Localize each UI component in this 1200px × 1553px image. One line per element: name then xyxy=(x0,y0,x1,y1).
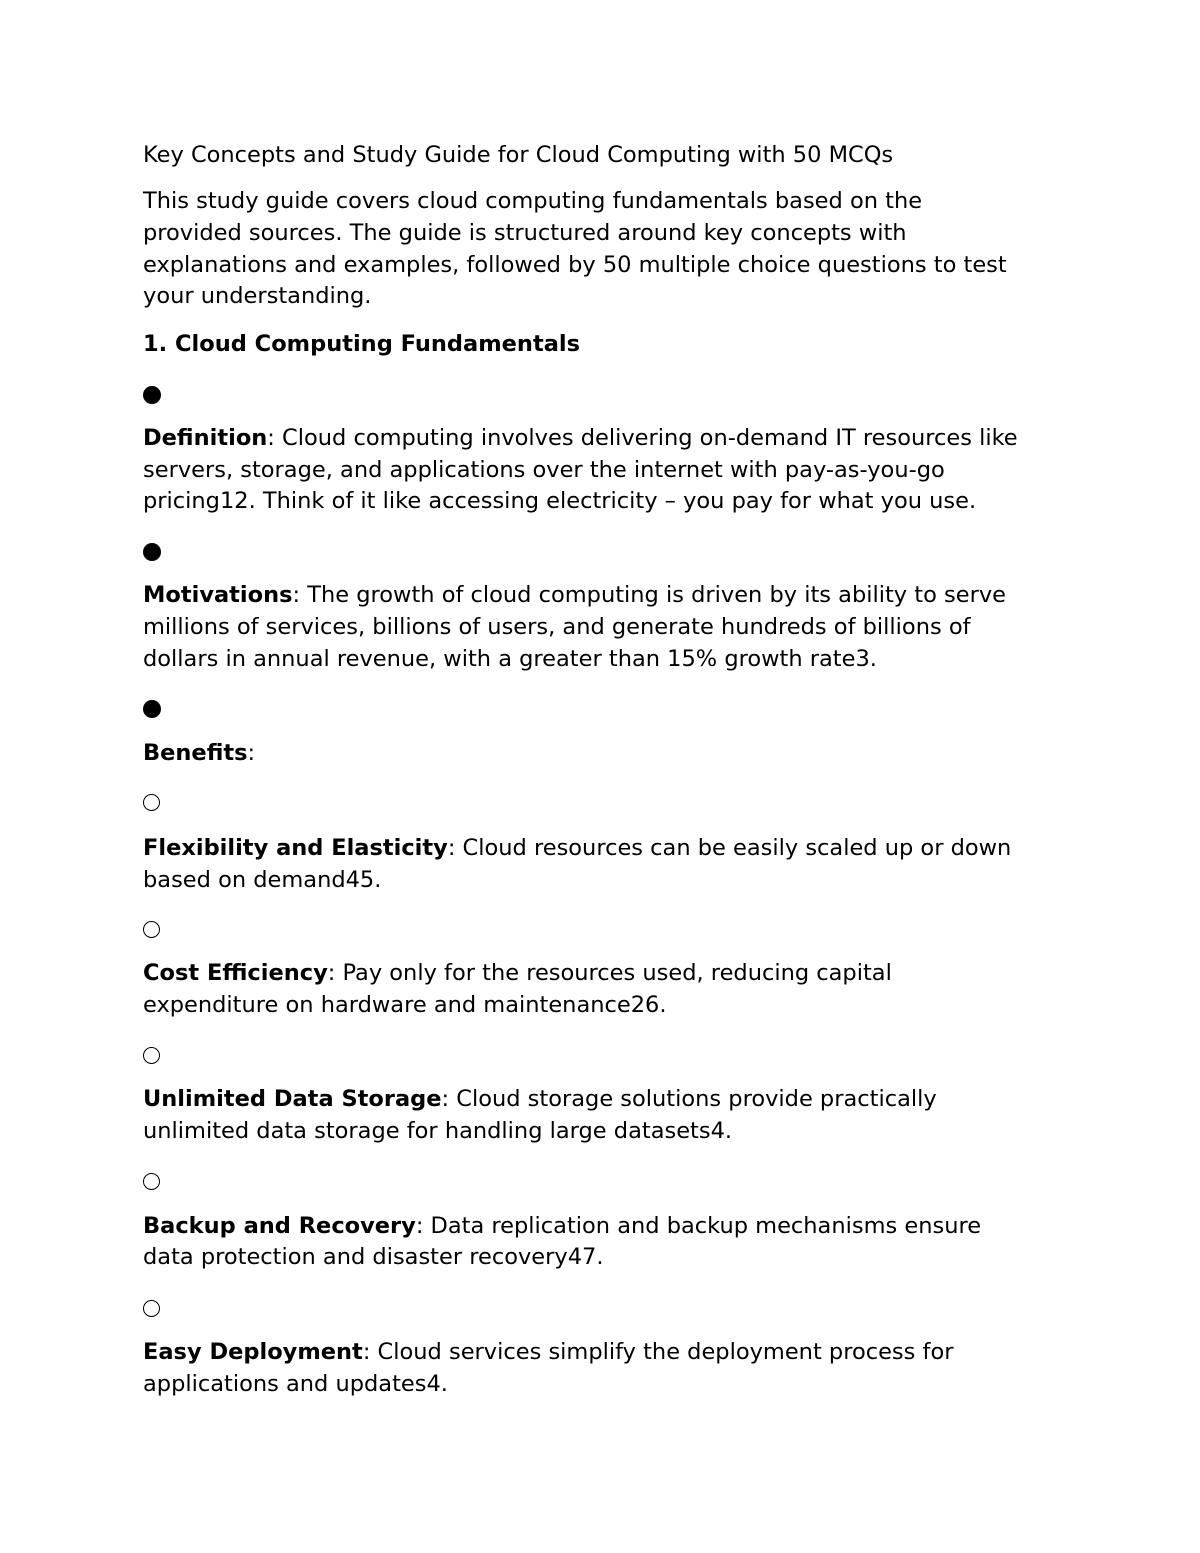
definition-term: Definition xyxy=(143,425,268,451)
filled-bullet-icon xyxy=(143,386,161,404)
intro-line: This study guide covers cloud computing fundamentals based on the xyxy=(143,188,923,214)
benefit-text: : Cloud storage solutions provide practically xyxy=(441,1086,937,1112)
benefit-term: Easy Deployment xyxy=(143,1339,363,1365)
benefit-line: data protection and disaster recovery47. xyxy=(143,1244,604,1270)
benefit-line: expenditure on hardware and maintenance26. xyxy=(143,992,667,1018)
filled-bullet-icon xyxy=(143,543,161,561)
definition-text: : Cloud computing involves delivering on-demand IT resources like xyxy=(267,425,1018,451)
definition-line: servers, storage, and applications over the internet with pay-as-you-go xyxy=(143,457,945,483)
intro-line: your understanding. xyxy=(143,283,372,309)
benefit-line: unlimited data storage for handling large datasets4. xyxy=(143,1118,733,1144)
benefit-term: Backup and Recovery xyxy=(143,1213,416,1239)
definition-line: pricing12. Think of it like accessing electricity – you pay for what you use. xyxy=(143,488,977,514)
motivations-line: millions of services, billions of users, and generate hundreds of billions of xyxy=(143,614,971,640)
hollow-bullet-icon xyxy=(143,1173,160,1190)
benefit-line xyxy=(143,833,1063,865)
section-heading: 1. Cloud Computing Fundamentals xyxy=(143,331,580,357)
benefit-term: Cost Efficiency xyxy=(143,960,328,986)
motivations-term: Motivations xyxy=(143,582,293,608)
benefit-text: : Cloud services simplify the deployment process for xyxy=(362,1339,954,1365)
intro-line: explanations and examples, followed by 50 multiple choice questions to test xyxy=(143,252,1007,278)
motivations-text: : The growth of cloud computing is driven by its ability to serve xyxy=(292,582,1006,608)
benefit-line: applications and updates4. xyxy=(143,1371,448,1397)
benefits-suffix: : xyxy=(247,740,256,766)
benefit-text: : Data replication and backup mechanisms ensure xyxy=(415,1213,982,1239)
benefits-term: Benefits xyxy=(143,740,248,766)
filled-bullet-icon xyxy=(143,700,161,718)
benefit-term: Flexibility and Elasticity xyxy=(143,835,448,861)
benefit-line xyxy=(143,958,1063,990)
hollow-bullet-icon xyxy=(143,794,160,811)
definition-line xyxy=(143,423,1063,455)
hollow-bullet-icon xyxy=(143,1300,160,1317)
hollow-bullet-icon xyxy=(143,921,160,938)
benefit-line xyxy=(143,1084,1063,1116)
benefit-text: : Cloud resources can be easily scaled up or down xyxy=(447,835,1012,861)
document-title: Key Concepts and Study Guide for Cloud Computing with 50 MCQs xyxy=(143,142,894,168)
benefit-term: Unlimited Data Storage xyxy=(143,1086,442,1112)
benefit-line: based on demand45. xyxy=(143,867,382,893)
benefit-text: : Pay only for the resources used, reducing capital xyxy=(327,960,892,986)
intro-line: provided sources. The guide is structured around key concepts with xyxy=(143,220,907,246)
benefit-line xyxy=(143,1211,1063,1243)
hollow-bullet-icon xyxy=(143,1047,160,1064)
benefit-line xyxy=(143,1337,1063,1369)
benefits-heading xyxy=(143,738,1063,770)
motivations-line xyxy=(143,580,1063,612)
motivations-line: dollars in annual revenue, with a greater than 15% growth rate3. xyxy=(143,646,877,672)
